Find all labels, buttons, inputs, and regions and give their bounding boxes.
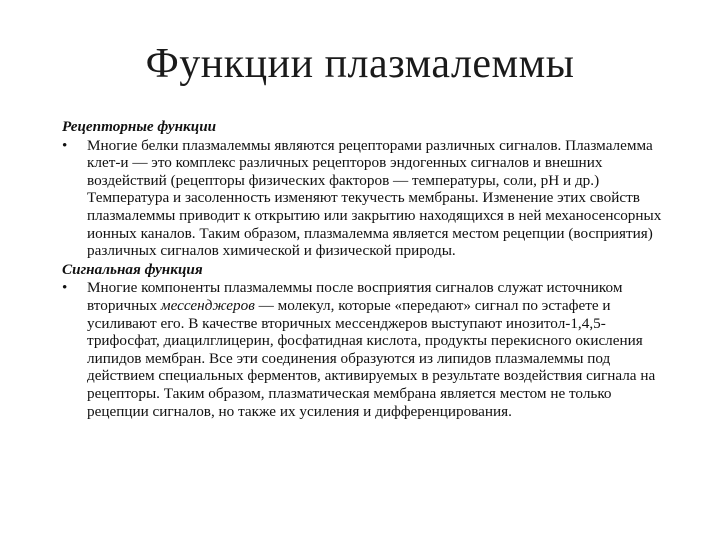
- section-heading-signal: Сигнальная функция: [62, 260, 203, 278]
- bullet-text-receptor: Многие белки плазмалеммы являются рецепторами различных сигналов. Плазмалемма клет-и — это комплекс различных рецепторов эндогенных сигналов и внешних воздействий (рецепторы физических факторов — температуры, соли, pH и др.) Температура и засоленность изменяют текучесть мембраны. Изменение этих свойств плазмалеммы приводит к открытию или закрытию находящихся в ней механосенсорных ионных каналов. Таким образом, плазмалемма является местом рецепции (восприятия) различных сигналов химической и физической природы.: [87, 136, 662, 260]
- bullet-text-signal-start: Многие компоненты плазмалеммы после восприятия сигналов служат источником вторичных: [87, 279, 623, 314]
- bullet-signal: [62, 279, 672, 420]
- bullet-receptor: [62, 137, 672, 260]
- bullet-dot-icon: •: [62, 279, 68, 297]
- bullet-dot-icon: •: [62, 136, 68, 154]
- bullet-text-signal-end: — молекул, которые «передают» сигнал по эстафете и усиливают его. В качестве вторичных мессенджеров выступают инозитол-1,4,5-трифосфат, диацилглицерин, фосфатидная кислота, продукты перекисного окисления липидов мембран. Все эти соединения образуются из липидов плазмалеммы под действием специальных ферментов, активируемых в результате воздействия сигнала на рецепторы. Таким образом, плазматическая мембрана является местом не только рецепции сигналов, но также их усиления и дифференцирования.: [87, 296, 656, 420]
- section-heading-receptor: Рецепторные функции: [62, 118, 217, 135]
- slide-body: [62, 118, 672, 421]
- slide-title: Функции плазмалеммы: [145, 41, 575, 87]
- bullet-text-signal-term: мессенджеров: [160, 296, 255, 314]
